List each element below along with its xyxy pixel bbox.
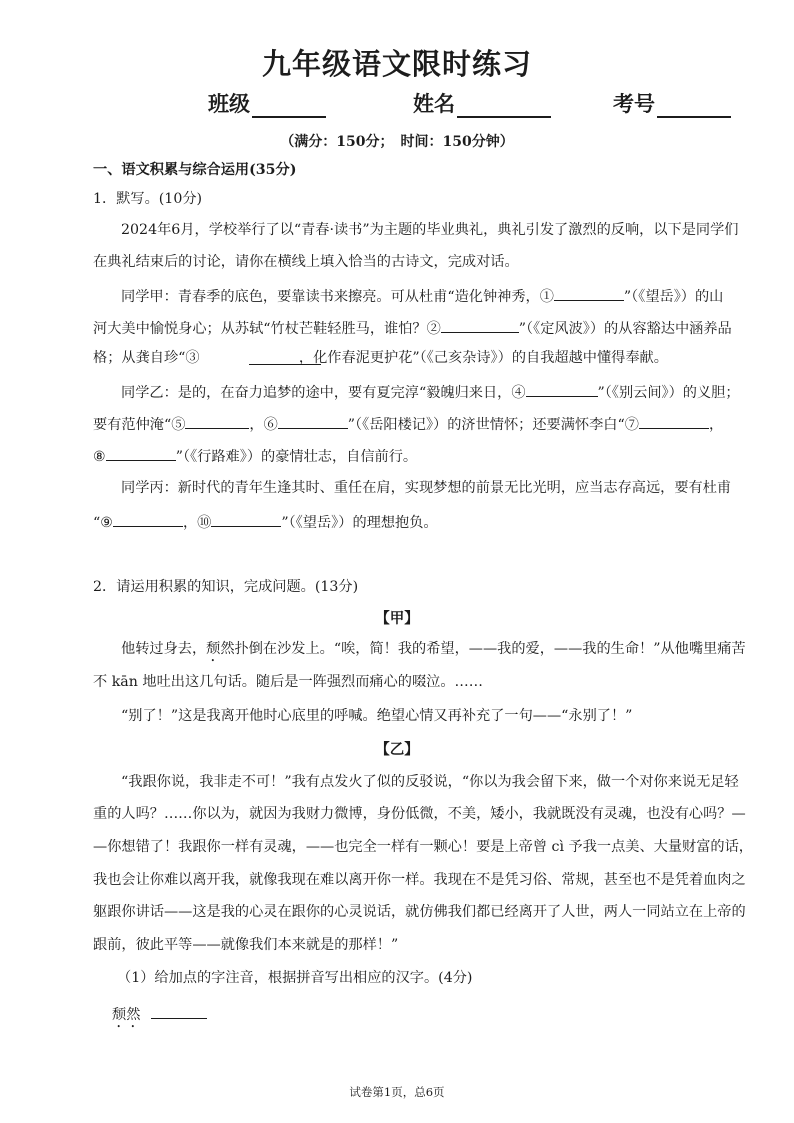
class-field — [208, 88, 326, 118]
dotted-word: 颓然 — [112, 1007, 141, 1023]
jia-line2: 不 kān 地吐出这几句话。随后是一阵强烈而痛心的啜泣。…… — [93, 674, 483, 690]
q1-intro-line2: 在典礼结束后的讨论，请你在横线上填入恰当的古诗文，完成对话。 — [93, 254, 519, 270]
blank-8[interactable] — [106, 444, 176, 461]
number-label: 考号 — [613, 91, 655, 116]
name-label: 姓名 — [413, 91, 455, 116]
blank-6[interactable] — [278, 412, 348, 429]
answer-blank[interactable] — [151, 1002, 207, 1019]
score-info: （满分：150分； 时间：150分钟） — [280, 134, 514, 150]
jia-line3: “别了！”这是我离开他时心底里的呼喊。绝望心情又再补充了一句——“永别了！” — [121, 708, 633, 724]
student-c-line2: “⑨ ，⑩ ”（《望岳》）的理想抱负。 — [93, 510, 438, 533]
yi-line3: —你想错了！我跟你一样有灵魂，——也完全一样有一颗心！要是上帝曾 cì 予我一点美、大量财富的话， — [93, 839, 753, 855]
jia-line1: 他转过身去，颓然扑倒在沙发上。“唉，简！我的希望，——我的爱，——我的生命！”从他嘴里痛苦 — [121, 641, 746, 657]
sub-question-1: （1）给加点的字注音，根据拼音写出相应的汉字。(4分) — [117, 970, 473, 986]
class-label: 班级 — [208, 91, 250, 116]
class-blank[interactable] — [252, 94, 326, 118]
yi-line1: “我跟你说，我非走不可！”我有点发火了似的反驳说，“你以为我会留下来，做一个对你来说无足轻 — [121, 774, 739, 790]
student-b-line3: ⑧ ”（《行路难》）的豪情壮志，自信前行。 — [93, 444, 417, 467]
student-c-line1: 同学丙：新时代的青年生逢其时、重任在肩，实现梦想的前景无比光明，应当志存高远，要有杜甫 — [121, 480, 732, 496]
name-blank[interactable] — [457, 94, 551, 118]
sub-question-1-item — [112, 1002, 207, 1031]
student-b-line1: 同学乙：是的，在奋力追梦的途中，要有夏完淳“毅魄归来日，④ ”（《别云间》）的义胆； — [121, 380, 740, 403]
number-field — [613, 88, 731, 118]
yi-line5: 躯跟你讲话——这是我的心灵在跟你的心灵说话，就仿佛我们都已经离开了人世，两人一同站立在上帝的 — [93, 904, 746, 920]
student-a-line2: 河大美中愉悦身心；从苏轼“竹杖芒鞋轻胜马，谁怕？② ”（《定风波》）的从容豁达中涵养品 — [93, 316, 732, 339]
dotted-char: 颓 — [206, 641, 221, 657]
blank-10[interactable] — [211, 510, 281, 527]
yi-line2: 重的人吗？……你以为，就因为我财力微博，身份低微，不美，矮小，我就既没有灵魂，也没有心吗？— — [93, 806, 746, 822]
page-title: 九年级语文限时练习 — [261, 47, 532, 81]
section-heading: 一、语文积累与综合运用(35分) — [93, 162, 297, 178]
blank-3[interactable] — [249, 364, 321, 365]
blank-2[interactable] — [441, 316, 519, 333]
passage-jia-label: 【甲】 — [375, 610, 419, 627]
number-blank[interactable] — [657, 94, 731, 118]
yi-line4: 我也会让你难以离开我，就像我现在难以离开你一样。我现在不是凭习俗、常规，甚至也不是凭着血肉之 — [93, 872, 746, 888]
yi-line6: 跟前，彼此平等——就像我们本来就是的那样！” — [93, 937, 399, 953]
name-field — [413, 88, 551, 118]
blank-7[interactable] — [639, 412, 709, 429]
blank-1[interactable] — [554, 284, 624, 301]
q2-heading: 2．请运用积累的知识，完成问题。(13分) — [93, 579, 359, 595]
q1-heading: 1．默写。(10分) — [93, 191, 203, 207]
page-footer: 试卷第1页，总6页 — [349, 1085, 445, 1099]
blank-4[interactable] — [526, 380, 598, 397]
student-a-line1: 同学甲：青春季的底色，要靠读书来擦亮。可从杜甫“造化钟神秀，① ”（《望岳》）的山 — [121, 284, 723, 307]
q1-intro-line1: 2024年6月，学校举行了以“青春·读书”为主题的毕业典礼，典礼引发了激烈的反响，以下是同学们 — [121, 222, 739, 238]
student-a-line3: 格；从龚自珍“③ ，化作春泥更护花”（《己亥杂诗》）的自我超越中懂得奉献。 — [93, 350, 668, 366]
blank-5[interactable] — [185, 412, 249, 429]
student-b-line2: 要有范仲淹“⑤ ，⑥ ”（《岳阳楼记》）的济世情怀；还要满怀李白“⑦ ， — [93, 412, 723, 435]
passage-yi-label: 【乙】 — [375, 741, 419, 758]
blank-9[interactable] — [113, 510, 183, 527]
